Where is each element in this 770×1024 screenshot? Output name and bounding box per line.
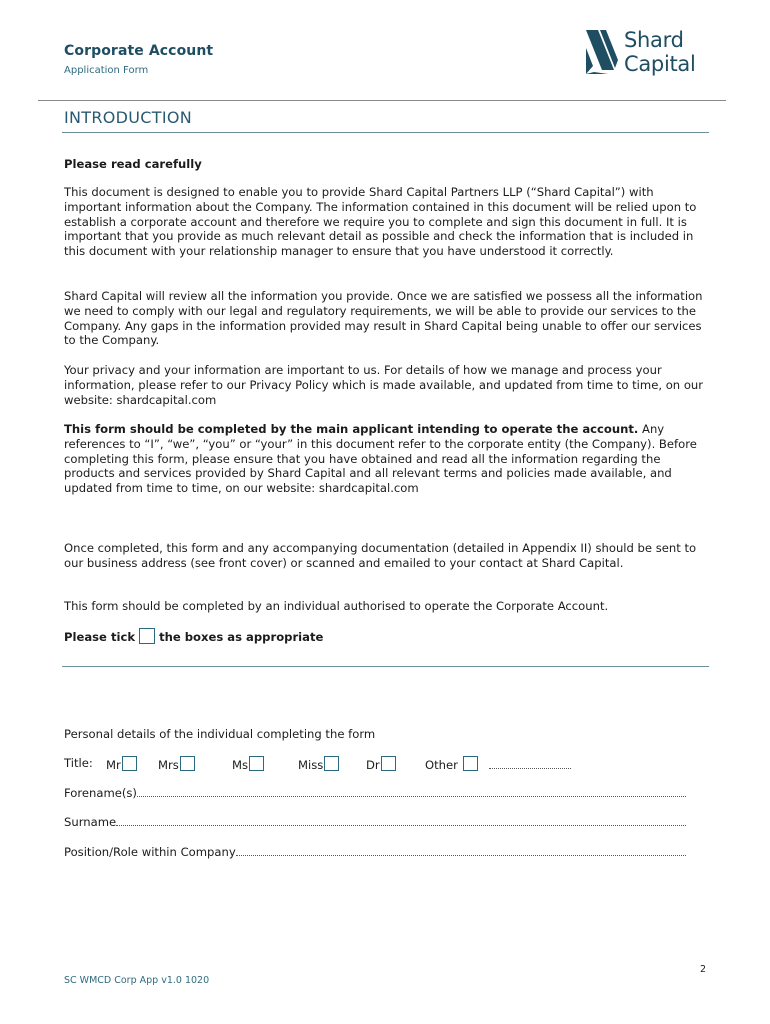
title-option-other[interactable] xyxy=(425,756,571,772)
tick-instruction xyxy=(64,628,714,645)
paragraph-4-bold: This form should be completed by the main applicant intending to operate the account. xyxy=(64,422,639,436)
position-row xyxy=(64,845,686,859)
surname-field[interactable] xyxy=(116,815,686,826)
logo-wordmark xyxy=(624,28,696,76)
section-divider xyxy=(62,132,709,133)
title-mrs-checkbox[interactable] xyxy=(180,756,195,771)
section-title: INTRODUCTION xyxy=(64,108,193,127)
personal-details-heading: Personal details of the individual completing the form xyxy=(64,727,376,741)
forename-row xyxy=(64,786,686,800)
title-ms-checkbox[interactable] xyxy=(249,756,264,771)
title-option-dr[interactable] xyxy=(366,756,396,772)
document-title: Corporate Account xyxy=(64,43,214,59)
document-subtitle: Application Form xyxy=(64,65,149,76)
logo-line-2: Capital xyxy=(624,52,696,76)
title-dr-checkbox[interactable] xyxy=(381,756,396,771)
position-label: Position/Role within Company xyxy=(64,845,236,859)
tick-instruction-post: the boxes as appropriate xyxy=(159,630,324,644)
title-option-label: Mr xyxy=(106,758,121,772)
title-label: Title: xyxy=(64,756,93,770)
title-other-field[interactable] xyxy=(489,758,571,769)
page-number: 2 xyxy=(700,964,707,975)
forename-field[interactable] xyxy=(137,786,686,797)
intro-paragraph-1: This document is designed to enable you to provide Shard Capital Partners LLP (“Shard Capital”) with important information about the Company. The information contained in this document will be relied upon to establish a corporate account and therefore we require you to complete and sign this document in full. It is important that you provide as much relevant detail as possible and check the information that is included in this document with your relationship manager to ensure that you have understood it correctly. xyxy=(64,185,697,259)
intro-paragraph-3: Your privacy and your information are important to us. For details of how we manage and process your information, please refer to our Privacy Policy which is made available, and updated from time to time, on our website: shardcapital.com xyxy=(64,363,704,407)
section-divider-2 xyxy=(62,666,709,667)
surname-label: Surname xyxy=(64,815,117,829)
paragraph-4-text: Any references to “I”, “we”, “you” or “your” in this document refer to the corporate entity (the Company). Before completing this form, please ensure that you have obtained and read all the information regarding the products and services provided by Shard Capital and all relevant terms and policies made available, and updated from time to time, on our website: shardcapital.com xyxy=(64,422,697,496)
title-option-mrs[interactable] xyxy=(158,756,195,772)
logo-line-1: Shard xyxy=(624,28,684,52)
surname-row xyxy=(64,815,686,829)
title-option-ms[interactable] xyxy=(232,756,264,772)
title-option-mr[interactable] xyxy=(106,756,137,772)
title-option-miss[interactable] xyxy=(298,756,339,772)
title-option-label: Miss xyxy=(298,758,324,772)
document-reference: SC WMCD Corp App v1.0 1020 xyxy=(64,975,210,986)
forename-label: Forename(s) xyxy=(64,786,137,800)
title-mr-checkbox[interactable] xyxy=(122,756,137,771)
title-other-checkbox[interactable] xyxy=(463,756,478,771)
title-option-label: Other xyxy=(425,758,458,772)
intro-paragraph-4 xyxy=(64,422,714,496)
tick-instruction-pre: Please tick xyxy=(64,630,136,644)
title-option-label: Ms xyxy=(232,758,249,772)
header-divider xyxy=(38,100,726,101)
example-checkbox-icon xyxy=(139,628,155,644)
title-option-label: Dr xyxy=(366,758,380,772)
title-option-label: Mrs xyxy=(158,758,179,772)
intro-heading: Please read carefully xyxy=(64,157,202,171)
intro-paragraph-6: This form should be completed by an individual authorised to operate the Corporate Account. xyxy=(64,599,609,613)
intro-paragraph-2: Shard Capital will review all the information you provide. Once we are satisfied we possess all the information we need to comply with our legal and regulatory requirements, we will be able to provide our services to the Company. Any gaps in the information provided may result in Shard Capital being unable to offer our services to the Company. xyxy=(64,289,703,348)
position-field[interactable] xyxy=(236,845,686,856)
title-miss-checkbox[interactable] xyxy=(324,756,339,771)
intro-paragraph-5: Once completed, this form and any accompanying documentation (detailed in Appendix II) should be sent to our business address (see front cover) or scanned and emailed to your contact at Shard Capital. xyxy=(64,541,697,570)
